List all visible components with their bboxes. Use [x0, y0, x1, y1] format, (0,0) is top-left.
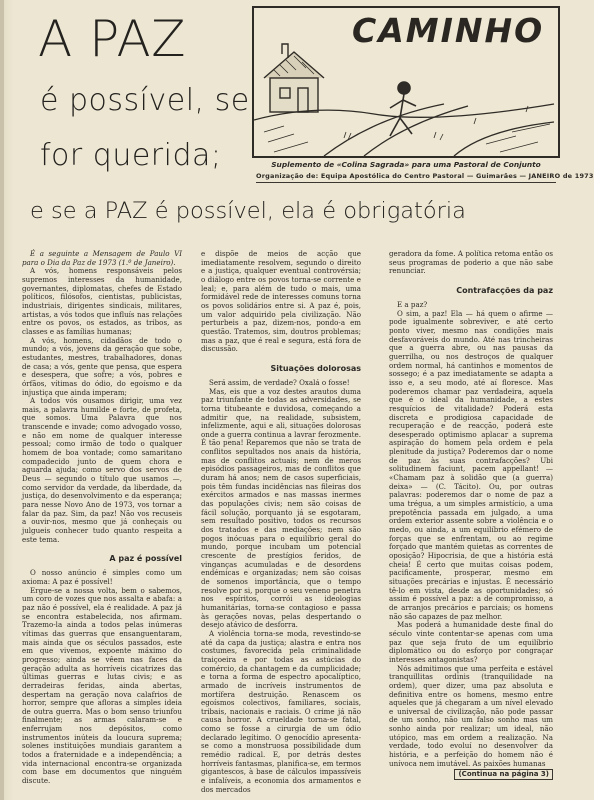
- continued-note: (Continua na página 3): [454, 769, 553, 780]
- paragraph: O sim, a paz! Ela — há quem o afirme — pode igualmente sobreviver, e até certo ponto viver, mesmo nas condições mais desfavoráveis do mundo. Até nas trincheiras que a guerra abre, ou nas pausas da guerrilha, ou nos destroços de qualquer ordem normal, há cantinhos e momentos de sossego; é a paz imediatamente se adapta a isso e, a seu modo, até aí floresce. Mas poderemos chamar paz verdadeira, aquela que é o ideal da humanidade, a estes resquícios de vitalidade? Poderá esta discreta e prodigiosa capacidade de recuperação e de reacção, poderá este desesperado optimismo aplacar a suprema aspiração do homem pela ordem e pela plenitude da justiça? Poderemos dar o nome de paz às suas contrafacções? Ubi solitudinem faciunt, pacem appellant! — «Chamam paz à solidão que (a guerra) deixa» — (C. Tácito). Ou, por outras palavras: poderemos dar o nome de paz a uma trégua, a um simples armistício, a uma prepotência passada em julgado, a uma ordem exterior assente sobre a violência e o medo, ou ainda, a um equilíbrio efémero de forças que se enfrentam, ou ao regime forçado que mantém quietas as correntes de oposição? Hipocrisia, de que a história está cheia! É certo que muitas coisas podem, pacificamente, prosperar, mesmo em situações precárias e injustas. É necessário tê-lo em vista, desde as oportunidades; só assim é possível a paz: a de compromisso, a de arranjos precários e parciais; os homens não são capazes de paz melhor.: [389, 308, 553, 621]
- column-2: [201, 250, 361, 794]
- paragraph: e dispõe de meios de acção que imediatamente resolvem, segundo o direito e a justiça, qualquer eventual controvérsia; o diálogo entre os povos torna-se corrente e leal; e, para além de tudo o mais, uma formidável rede de interesses comuns torna os povos solidários entre si. A paz é, pois, um valor adquirido pela civilização. Não perturbeis a paz, dizem-nos, pondo-a em questão. Tratemos, sim, doutros problemas; mas a paz, que é real e segura, está fora de discussão.: [201, 249, 361, 354]
- continued-note-wrap: [389, 769, 553, 780]
- masthead-supplement: Suplemento de «Colina Sagrada» para uma Pastoral de Conjunto: [271, 160, 541, 169]
- paragraph: Mas poderá a humanidade deste final do século vinte contentar-se apenas com uma paz que seja fruto de um equilíbrio diplomático ou do esforço por congraçar interesses antagonistas?: [389, 620, 553, 664]
- column-1: [22, 250, 182, 786]
- headline-left-line-3: for querida;: [40, 138, 222, 173]
- masthead-box: [252, 6, 560, 158]
- paragraph: Ergue-se a nossa volta, bem o sabemos, um coro de vozes que nos assalta e abafa: a paz não é possível, ela é realidade. A paz já se encontra estabelecida, nos afirmam. Trazemo-la ainda a todos pelas inúmeras vítimas das guerras que ensanguentaram, mais ainda que os séculos passados, este em que vivemos, expoente máximo do progresso; ainda se vêem nas faces da geração adulta as horríveis cicatrizes das últimas guerras e lutas civis; e as derradeiras feridas, ainda abertas, despertam na geração nova calafrios de horror, sempre que afloras a simples ideia de outra guerra. Mas o bom senso triunfou finalmente; as armas calaram-se e enferrujam nos depósitos, como instrumentos inúteis da loucura suprema; solenes instituições mundiais garantem a todos a fraternidade e a independência; a vida internacional encontra-se organizada com base em documentos que ninguém discute.: [22, 585, 182, 786]
- masthead-organization: Organização de: Equipa Apostólica do Centro Pastoral: [256, 172, 465, 180]
- paragraph: Nós admitimos que uma perfeita e estável tranquillitas ordinis (tranquilidade na ordem), quer dizer, uma paz absoluta e definitiva entre os homens, mesmo entre aqueles que já chegaram a um nível elevado e universal de civilização, não pode passar de um sonho, não um falso sonho mas um sonho ainda por realizar; um ideal, não utópico, mas em ordem a realização. Na verdade, todo evoluí no desenvolver da história, e a perfeição do homem não é unívoca nem imutável. As paixões humanas: [389, 663, 553, 768]
- paragraph: A vós, homens, cidadãos de todo o mundo; a vós, jovens da geração que sobe, estudantes, mestres, trabalhadores, donas de casa; a vós, gente que pensa, que espera e desespera, que sofre; a vós, pobres e órfãos, vítimas do ódio, do egoísmo e da injustiça que ainda imperam;: [22, 335, 182, 397]
- intro-paragraph: É a seguinte a Mensagem de Paulo VI para o Dia da Paz de 1973 (1.º de Janeiro).: [22, 249, 182, 267]
- paragraph: Será assim, de verdade? Oxalá o fosse!: [209, 377, 350, 387]
- separator: —: [466, 172, 476, 180]
- section-heading: Situações dolorosas: [270, 363, 361, 373]
- page-spine: [0, 0, 4, 800]
- main-headline: e se a PAZ é possível, ela é obrigatória: [30, 198, 466, 224]
- paragraph: A vós, homens responsáveis pelos supremos interesses da humanidade, governantes, diplomatas, chefes de Estado políticos, filósofos, cientistas, publicistas, industriais, dirigentes sindicais, militares, artistas, a vós todos que influís nas relações entre os povos, os estados, as tribos, as classes e as famílias humanas;: [22, 266, 182, 336]
- section-heading: A paz é possível: [109, 554, 182, 564]
- separator: —: [519, 172, 529, 180]
- masthead-rule: [256, 182, 556, 183]
- headline-left-line-1: A PAZ: [38, 10, 187, 68]
- masthead-title: CAMINHO: [352, 11, 545, 50]
- paragraph: E a paz?: [397, 299, 428, 309]
- paragraph: O nosso anúncio é simples como um axioma: A paz é possível!: [22, 568, 182, 586]
- paragraph: Mas, eis que a voz destes arautos duma paz triunfante de todas as adversidades, se torna titubeante e duvidosa, começando a admitir que, na realidade, subsistem, infelizmente, aqui e ali, situações dolorosas onde a guerra continua a lavrar ferozmente. É tão pena! Reparemos que não se trata de conflitos sepultados nos anais da história, mas de conflitos actuais; nem de meros episódios passageiros, mas de conflitos que duram há anos; nem de casos superficiais, pois têm fundas incidências nas fileiras dos exércitos armados e nas massas inermes das populações civis; nem são coisas de fácil solução, porquanto já se esgotaram, sem resultado positivo, todos os recursos dos tratados e das mediações; nem são pogos inócuas para o equilíbrio geral do mundo, porque incubam um potencial crescente de prestígios feridos, de vinganças acumuladas e de desordens endémicas e organizadas; nem são coisas de somenos importância, que o tempo resolve por si, porque o seu veneno penetra nos espíritos, corrói as ideologias humanitárias, torna-se contagioso e passa às gerações novas, pelas despertando o desejo atávico de desforra.: [201, 386, 361, 630]
- section-heading: Contrafacções da paz: [456, 285, 553, 295]
- paragraph: geradora da fome. A política retoma então os seus programas de poderio a que não sabe renunciar.: [389, 249, 553, 276]
- masthead-city: Guimarães: [476, 172, 518, 180]
- masthead-organization-line: [256, 172, 594, 180]
- paragraph: A todos vós ousamos dirigir, uma vez mais, a palavra humilde e forte, de profeta, que somos. Uma Palavra que nos transcende e invade; como advogado vosso, e não em nome de qualquer interesse pessoal; como irmão de todo o qualquer homem de boa vontade; como samaritano compadecido junto de quem chora e aguarda ajuda; como servo dos servos de Deus — segundo o título que usamos —, como servidor da verdade, da liberdade, da justiça, do desenvolvimento e da esperança; para nesse Novo Ano de 1973, vos tornar a falar da paz. Sim, da paz! Não vos recuseis a ouvir-nos, mesmo que já conheçais ou julgueis conhecer tudo quanto respeita a este tema.: [22, 396, 182, 544]
- headline-left-line-2: é possível, se: [40, 83, 250, 118]
- paragraph: A violência torna-se moda, revestindo-se até da capa da justiça; alastra e entra nos costumes, favorecida pela criminalidade traiçoeira e por todas as astúcias do comércio, da chantagem e da cumplicidade; e torna a forma de espectro apocalíptico, armado de incríveis instrumentos de mortífera destruição. Renascem os egoísmos colectivos, familiares, sociais, tribais, nacionais e raciais. O crime já não causa horror. A crueldade torna-se fatal, como se fosse a cirurgia de um ódio declarado legítimo. O genocídio apresenta-se como a monstruosa possibilidade dum remédio radical. E, por detrás destes horríveis fantasmas, planifica-se, em termos gigantescos, à base de cálculos impassíveis e infalíveis, a economia dos armamentos e dos mercados: [201, 628, 361, 794]
- column-3: [389, 250, 553, 780]
- masthead-date: JANEIRO de 1973: [528, 172, 594, 180]
